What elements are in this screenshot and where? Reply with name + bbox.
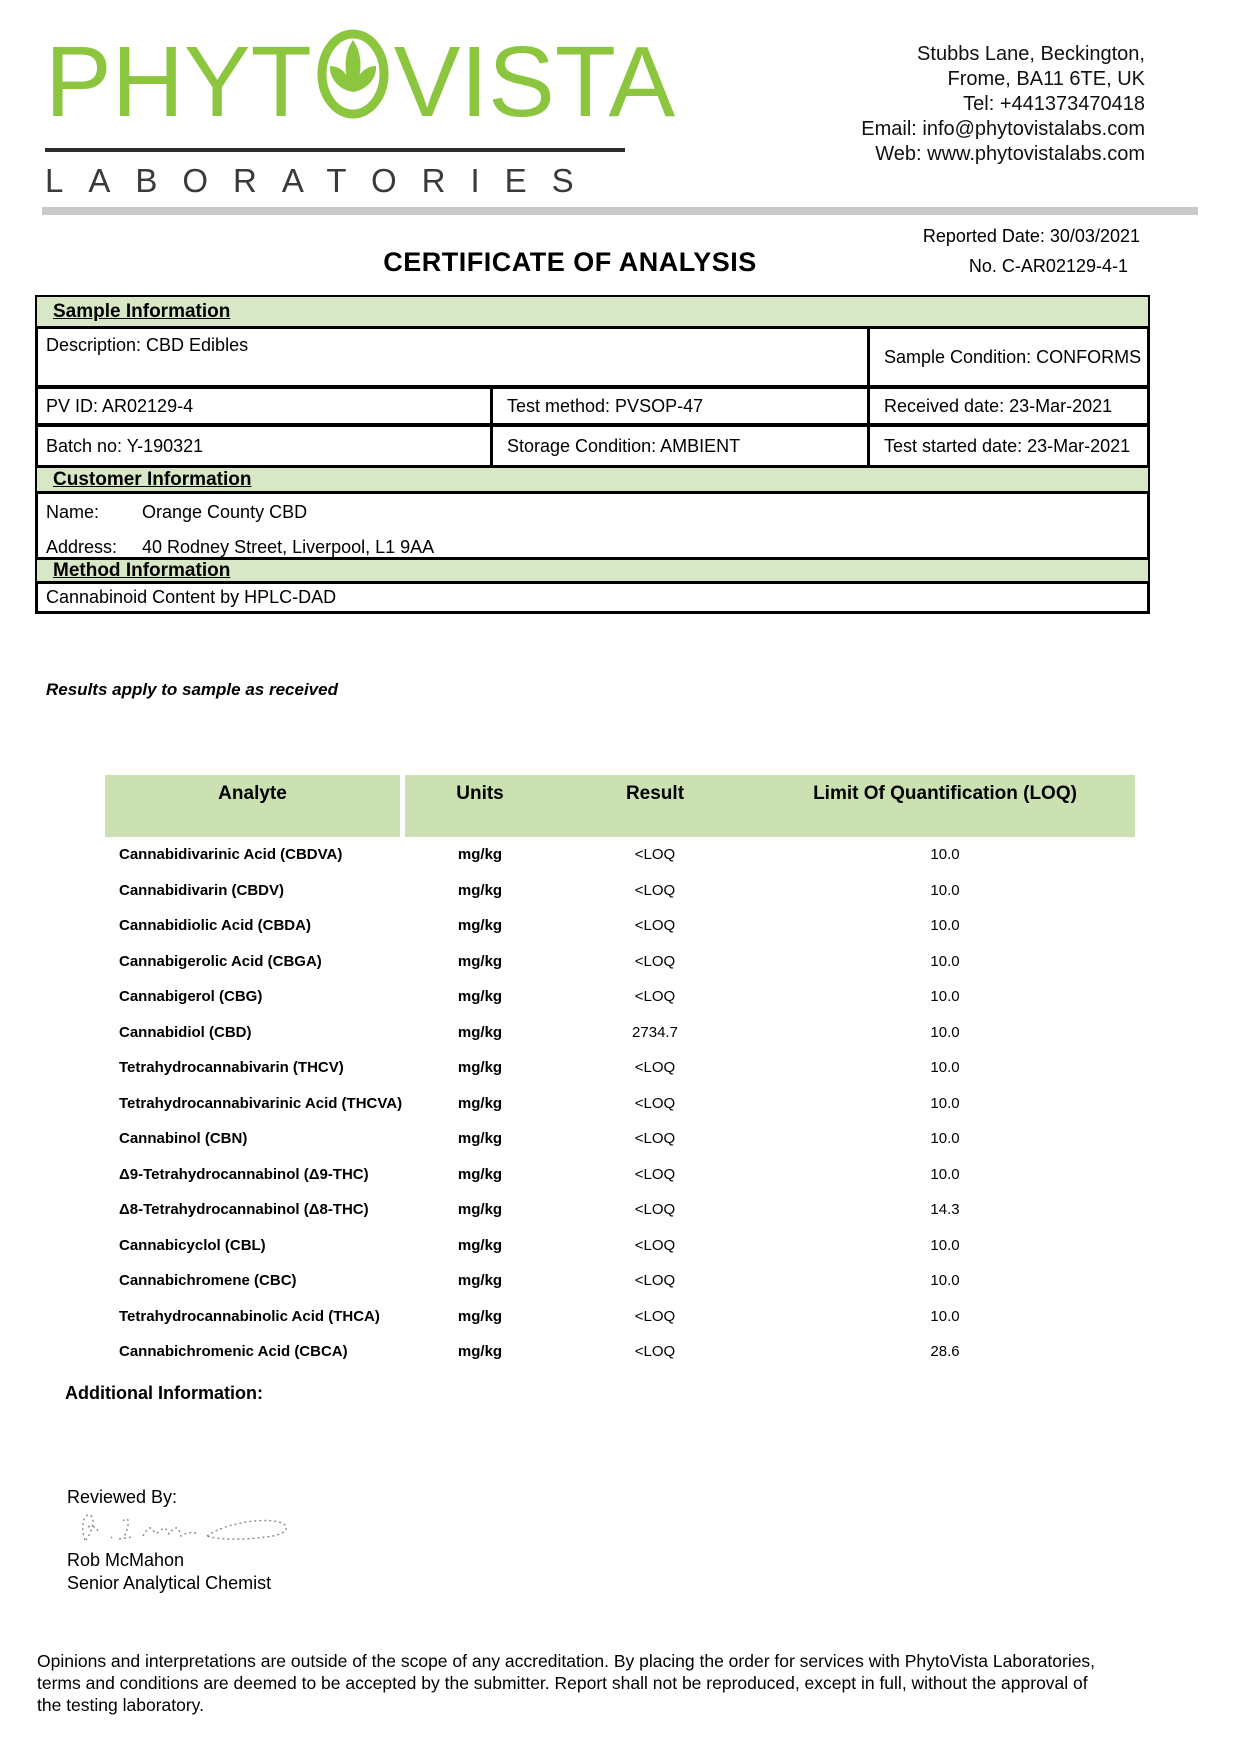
customer-name-value: Orange County CBD <box>142 502 308 522</box>
loq-cell: 10.0 <box>930 1059 960 1077</box>
contact-line-address1: Stubbs Lane, Beckington, <box>917 43 1145 65</box>
result-cell: <LOQ <box>634 988 676 1006</box>
result-cell: 2734.7 <box>632 1023 678 1041</box>
units-cell: mg/kg <box>457 1307 503 1325</box>
loq-cell: 10.0 <box>930 846 960 864</box>
units-cell: mg/kg <box>457 881 503 899</box>
loq-cell: 10.0 <box>930 1130 960 1148</box>
units-cell: mg/kg <box>457 1023 503 1041</box>
units-cell: mg/kg <box>457 1272 503 1290</box>
loq-cell: 14.3 <box>930 1201 960 1219</box>
result-cell: <LOQ <box>634 1059 676 1077</box>
leaf-icon <box>315 28 391 136</box>
results-note: Results apply to sample as received <box>46 680 338 699</box>
analyte-cell: Tetrahydrocannabivarin (THCV) <box>119 1059 344 1077</box>
signature-image <box>75 1506 295 1555</box>
table-row <box>105 1157 1135 1193</box>
units-cell: mg/kg <box>457 1094 503 1112</box>
customer-box <box>35 491 1150 560</box>
units-header: Units <box>456 783 504 804</box>
logo-subtitle: LABORATORIES <box>45 162 599 199</box>
contact-line-phone: Tel: +441373470418 <box>963 93 1145 115</box>
loq-cell: 28.6 <box>930 1343 960 1361</box>
sample-information-header: Sample Information <box>35 295 1150 328</box>
table-row <box>105 908 1135 944</box>
table-row <box>105 1263 1135 1299</box>
units-cell: mg/kg <box>457 1201 503 1219</box>
customer-address-label: Address: <box>46 537 118 557</box>
test-started-date-cell: Test started date: 23-Mar-2021 <box>884 435 1131 456</box>
page-title: CERTIFICATE OF ANALYSIS <box>383 247 757 277</box>
logo-text-phyt: PHYT <box>45 26 312 138</box>
units-cell: mg/kg <box>457 846 503 864</box>
loq-cell: 10.0 <box>930 1272 960 1290</box>
method-box: Cannabinoid Content by HPLC-DAD <box>35 581 1150 614</box>
result-header: Result <box>625 783 685 804</box>
test-method-cell: Test method: PVSOP-47 <box>493 389 870 423</box>
customer-information-header: Customer Information <box>35 466 1150 493</box>
logo-wordmark <box>45 28 675 136</box>
result-cell: <LOQ <box>634 1165 676 1183</box>
customer-name-line <box>46 502 1147 523</box>
logo <box>45 28 675 200</box>
header-right-block <box>405 775 1135 837</box>
analyte-cell: Cannabichromenic Acid (CBCA) <box>119 1343 348 1361</box>
analyte-cell: Cannabidiolic Acid (CBDA) <box>119 917 311 935</box>
footer-line-3: the testing laboratory. <box>37 1695 204 1715</box>
analyte-cell: Cannabigerol (CBG) <box>119 988 263 1006</box>
units-cell: mg/kg <box>457 1059 503 1077</box>
loq-cell: 10.0 <box>930 1236 960 1254</box>
batch-no-cell: Batch no: Y-190321 <box>38 427 493 465</box>
result-cell: <LOQ <box>634 1130 676 1148</box>
units-cell: mg/kg <box>457 917 503 935</box>
analyte-cell: Cannabidivarinic Acid (CBDVA) <box>119 846 343 864</box>
footer-line-2: terms and conditions are deemed to be accepted by the submitter. Report shall not be reproduced, except in full, without the approval of <box>37 1673 1088 1693</box>
received-date-cell: Received date: 23-Mar-2021 <box>884 395 1113 416</box>
table-row <box>105 1086 1135 1122</box>
loq-cell: 10.0 <box>930 1023 960 1041</box>
logo-divider <box>45 148 625 152</box>
analyte-cell: Tetrahydrocannabinolic Acid (THCA) <box>119 1307 380 1325</box>
reviewed-by-label: Reviewed By: <box>67 1487 178 1507</box>
batch-row <box>35 424 1150 468</box>
result-cell: <LOQ <box>634 1307 676 1325</box>
table-row <box>105 873 1135 909</box>
loq-cell: 10.0 <box>930 1307 960 1325</box>
footer-line-1: Opinions and interpretations are outside of the scope of any accreditation. By placing the order for services with PhytoVista Laboratories, <box>37 1651 1096 1671</box>
result-cell: <LOQ <box>634 1272 676 1290</box>
units-cell: mg/kg <box>457 988 503 1006</box>
result-cell: <LOQ <box>634 1343 676 1361</box>
result-cell: <LOQ <box>634 1094 676 1112</box>
units-cell: mg/kg <box>457 952 503 970</box>
results-table-header <box>105 775 1135 837</box>
results-table <box>105 775 1135 1370</box>
table-row <box>105 1121 1135 1157</box>
customer-name-label: Name: <box>46 502 100 522</box>
results-table-body <box>105 837 1135 1370</box>
result-cell: <LOQ <box>634 1236 676 1254</box>
pv-id-cell: PV ID: AR02129-4 <box>38 389 493 423</box>
info-tables <box>35 295 1150 614</box>
lab-contact-block <box>861 42 1145 167</box>
analyte-cell: Tetrahydrocannabivarinic Acid (THCVA) <box>119 1094 403 1112</box>
loq-cell: 10.0 <box>930 1094 960 1112</box>
sample-description-row <box>35 326 1150 388</box>
analyte-cell: Cannabicyclol (CBL) <box>119 1236 266 1254</box>
description-cell: Description: CBD Edibles <box>38 329 870 385</box>
table-row <box>105 1228 1135 1264</box>
units-cell: mg/kg <box>457 1236 503 1254</box>
analyte-cell: Δ8-Tetrahydrocannabinol (Δ8-THC) <box>119 1201 369 1219</box>
customer-address-value: 40 Rodney Street, Liverpool, L1 9AA <box>142 537 435 557</box>
storage-condition-cell: Storage Condition: AMBIENT <box>493 427 870 465</box>
result-cell: <LOQ <box>634 881 676 899</box>
table-row <box>105 1050 1135 1086</box>
analyte-cell: Cannabidiol (CBD) <box>119 1023 252 1041</box>
table-row <box>105 1334 1135 1370</box>
loq-cell: 10.0 <box>930 988 960 1006</box>
logo-text-vista: VISTA <box>393 26 676 138</box>
contact-line-address2: Frome, BA11 6TE, UK <box>947 68 1145 90</box>
method-information-header: Method Information <box>35 558 1150 583</box>
sample-condition-cell: Sample Condition: CONFORMS <box>884 346 1142 367</box>
analyte-cell: Cannabidivarin (CBDV) <box>119 881 285 899</box>
contact-line-web: Web: www.phytovistalabs.com <box>875 143 1145 165</box>
analyte-cell: Cannabichromene (CBC) <box>119 1272 297 1290</box>
table-row <box>105 1015 1135 1051</box>
reported-date: Reported Date: 30/03/2021 <box>922 226 1140 246</box>
analyte-cell: Δ9-Tetrahydrocannabinol (Δ9-THC) <box>119 1165 369 1183</box>
analyte-cell: Cannabigerolic Acid (CBGA) <box>119 952 322 970</box>
loq-cell: 10.0 <box>930 881 960 899</box>
signer-title: Senior Analytical Chemist <box>67 1573 272 1593</box>
result-cell: <LOQ <box>634 917 676 935</box>
table-row <box>105 944 1135 980</box>
sample-ids-row <box>35 386 1150 426</box>
table-row <box>105 1299 1135 1335</box>
result-cell: <LOQ <box>634 1201 676 1219</box>
additional-information-label: Additional Information: <box>65 1383 263 1403</box>
loq-cell: 10.0 <box>930 917 960 935</box>
footer-disclaimer <box>37 1650 1097 1716</box>
analyte-cell: Cannabinol (CBN) <box>119 1130 248 1148</box>
customer-address-line <box>46 537 1147 558</box>
header-divider-bar <box>42 207 1198 215</box>
signer-name: Rob McMahon <box>67 1550 185 1570</box>
units-cell: mg/kg <box>457 1343 503 1361</box>
table-row <box>105 979 1135 1015</box>
units-cell: mg/kg <box>457 1130 503 1148</box>
contact-line-email: Email: info@phytovistalabs.com <box>861 118 1145 140</box>
analyte-header: Analyte <box>105 775 400 837</box>
certificate-number: No. C-AR02129-4-1 <box>968 256 1128 276</box>
table-row <box>105 1192 1135 1228</box>
loq-cell: 10.0 <box>930 952 960 970</box>
loq-cell: 10.0 <box>930 1165 960 1183</box>
units-cell: mg/kg <box>457 1165 503 1183</box>
loq-header: Limit Of Quantification (LOQ) <box>813 783 1077 804</box>
result-cell: <LOQ <box>634 952 676 970</box>
result-cell: <LOQ <box>634 846 676 864</box>
table-row <box>105 837 1135 873</box>
